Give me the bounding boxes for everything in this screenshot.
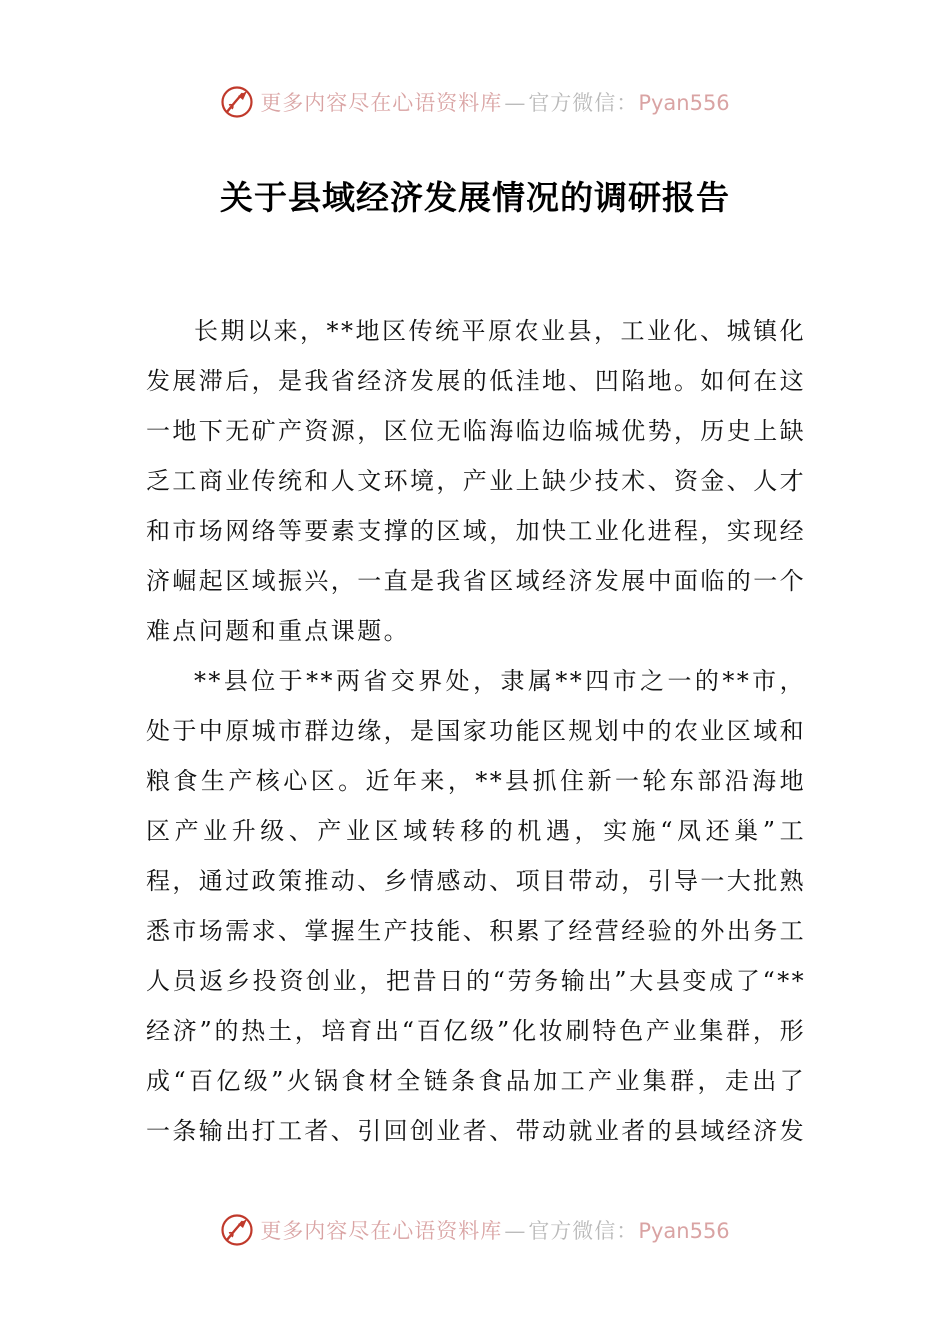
paragraph: 长期以来，**地区传统平原农业县，工业化、城镇化发展滞后，是我省经济发展的低洼地、凹陷地。如何在这一地下无矿产资源，区位无临海临边临城优势，历史上缺乏工商业传统和人文环境，产业上缺少技术、资金、人才和市场网络等要素支撑的区域，加快工业化进程，实现经济崛起区域振兴，一直是我省区域经济发展中面临的一个难点问题和重点课题。 (146, 317, 806, 645)
banner-separator: — (504, 1219, 527, 1243)
paragraph: **县位于**两省交界处，隶属**四市之一的**市，处于中原城市群边缘，是国家功能区规划中的农业区域和粮食生产核心区。近年来，**县抓住新一轮东部沿海地区产业升级、产业区域转移的机遇，实施“凤还巢”工程，通过政策推动、乡情感动、项目带动，引导一大批熟悉市场需求、掌握生产技能、积累了经营经验的外出务工人员返乡投资创业，把昔日的“劳务输出”大县变成了“**经济”的热土，培育出“百亿级”化妆刷特色产业集群，形成“百亿级”火锅食材全链条食品加工产业集群，走出了一条输出打工者、引回创业者、带动就业者的县域经济发 (146, 667, 806, 1145)
banner-text (260, 1215, 729, 1245)
pen-logo-icon (220, 1213, 254, 1247)
header-watermark-banner (0, 82, 950, 122)
banner-separator: — (504, 91, 527, 115)
banner-wechat-id: Pyan556 (638, 91, 730, 115)
banner-wechat-id: Pyan556 (638, 1219, 730, 1243)
banner-slogan: 更多内容尽在心语资料库 (260, 91, 503, 115)
pen-logo-icon (220, 85, 254, 119)
banner-text (260, 87, 729, 117)
banner-slogan: 更多内容尽在心语资料库 (260, 1219, 503, 1243)
banner-wechat-label: 官方微信： (528, 91, 639, 115)
banner-wechat-label: 官方微信： (528, 1219, 639, 1243)
document-title: 关于县域经济发展情况的调研报告 (220, 178, 730, 217)
document-body (146, 306, 806, 1156)
footer-watermark-banner (0, 1210, 950, 1250)
